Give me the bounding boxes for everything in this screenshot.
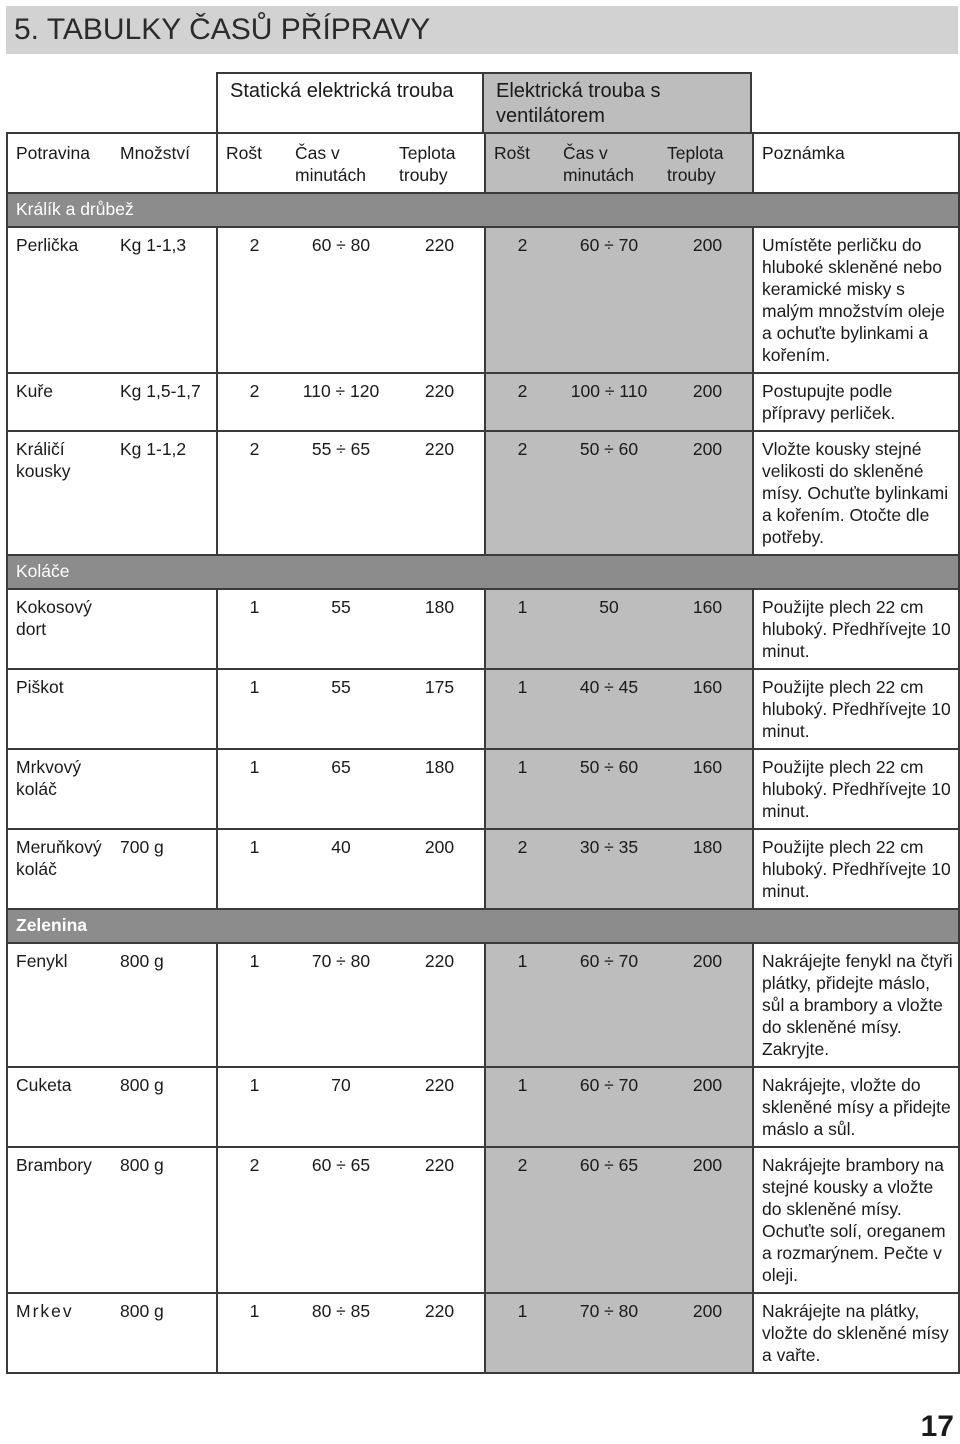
- table-row: Králičí kousky Kg 1-1,2 2 55 ÷ 65 220 2 50 ÷ 60 200 Vložte kousky stejné velikosti do skleněné mísy. Ochuťte bylinkami a kořením. Otočte dle potřeby.: [7, 431, 959, 555]
- header-amount: Množství: [112, 133, 217, 193]
- table-row: Mrkev 800 g 1 80 ÷ 85 220 1 70 ÷ 80 200 Nakrájejte na plátky, vložte do skleněné mísy a vařte.: [7, 1293, 959, 1373]
- table-row: Mrkvový koláč 1 65 180 1 50 ÷ 60 160 Použijte plech 22 cm hluboký. Předhřívejte 10 minut.: [7, 749, 959, 829]
- header-fan-shelf: Rošt: [485, 133, 555, 193]
- page-number: 17: [920, 1410, 954, 1443]
- header-static-time: Čas v minutách: [287, 133, 391, 193]
- header-fan-time: Čas v minutách: [555, 133, 659, 193]
- oven-type-headers: [216, 72, 752, 132]
- section-rabbit-poultry: Králík a drůbež: [7, 193, 959, 227]
- table-row: Meruňkový koláč 700 g 1 40 200 2 30 ÷ 35 180 Použijte plech 22 cm hluboký. Předhřívejte 10 minut.: [7, 829, 959, 909]
- header-note: Poznámka: [753, 133, 959, 193]
- header-food: Potravina: [7, 133, 112, 193]
- section-cakes: Koláče: [7, 555, 959, 589]
- page-title: 5. TABULKY ČASŮ PŘÍPRAVY: [6, 6, 958, 54]
- header-fan-temp: Teplota trouby: [659, 133, 753, 193]
- fan-oven-header: Elektrická trouba s ventilátorem: [484, 72, 752, 132]
- table-row: Cuketa 800 g 1 70 220 1 60 ÷ 70 200 Nakrájejte, vložte do skleněné mísy a přidejte máslo a sůl.: [7, 1067, 959, 1147]
- table-row: Perlička Kg 1-1,3 2 60 ÷ 80 220 2 60 ÷ 70 200 Umístěte perličku do hluboké skleněné nebo keramické misky s malým množstvím oleje a ochuťte bylinkami a kořením.: [7, 227, 959, 373]
- table-row: Kokosový dort 1 55 180 1 50 160 Použijte plech 22 cm hluboký. Předhřívejte 10 minut.: [7, 589, 959, 669]
- header-static-shelf: Rošt: [217, 133, 287, 193]
- section-row: [7, 909, 959, 943]
- section-row: [7, 555, 959, 589]
- table-row: Kuře Kg 1,5-1,7 2 110 ÷ 120 220 2 100 ÷ 110 200 Postupujte podle přípravy perliček.: [7, 373, 959, 431]
- table-row: Brambory 800 g 2 60 ÷ 65 220 2 60 ÷ 65 200 Nakrájejte brambory na stejné kousky a vložte do skleněné mísy. Ochuťte solí, oreganem a rozmarýnem. Pečte v oleji.: [7, 1147, 959, 1293]
- header-static-temp: Teplota trouby: [391, 133, 485, 193]
- cooking-times-table: [6, 132, 960, 1374]
- table-row: Piškot 1 55 175 1 40 ÷ 45 160 Použijte plech 22 cm hluboký. Předhřívejte 10 minut.: [7, 669, 959, 749]
- column-header-row: [7, 133, 959, 193]
- section-vegetables: Zelenina: [7, 909, 959, 943]
- section-row: [7, 193, 959, 227]
- static-oven-header: Statická elektrická trouba: [216, 72, 484, 132]
- table-row: Fenykl 800 g 1 70 ÷ 80 220 1 60 ÷ 70 200 Nakrájejte fenykl na čtyři plátky, přidejte máslo, sůl a brambory a vložte do skleněné mísy. Zakryjte.: [7, 943, 959, 1067]
